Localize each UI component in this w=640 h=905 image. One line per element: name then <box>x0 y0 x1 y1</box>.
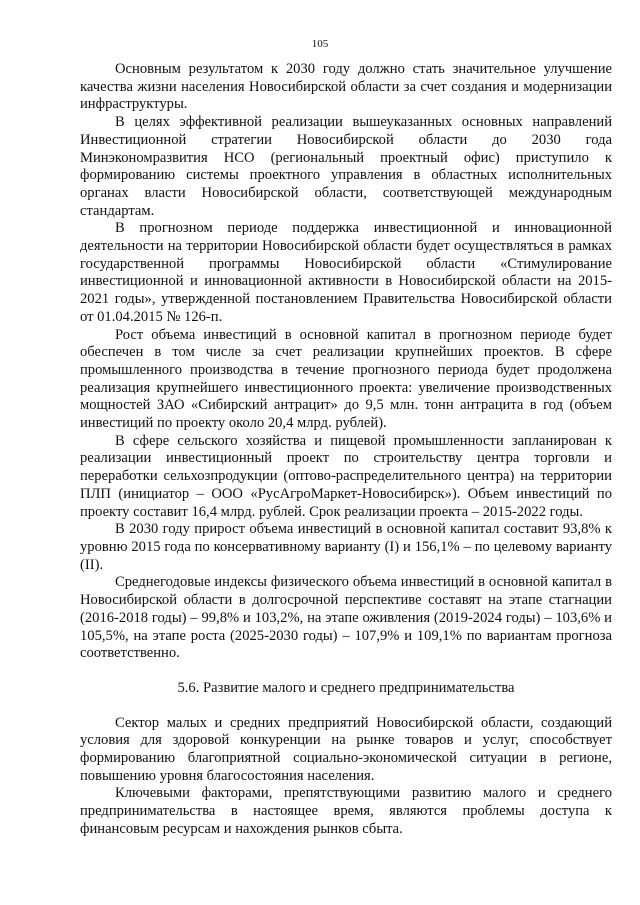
page-number: 105 <box>311 38 329 50</box>
paragraph: В 2030 году прирост объема инвестиций в основной капитал составит 93,8% к уровню 2015 года по консервативному варианту (I) и 156,1% – по целевому варианту (II). <box>80 521 612 573</box>
paragraph: В сфере сельского хозяйства и пищевой промышленности запланирован к реализации инвестиционный проект по строительству центра торговли и переработки сельхозпродукции (оптово-распределительного центра) на территории ПЛП (инициатор – ООО «РусАгроМаркет-Новосибирск»). Объем инвестиций по проекту составит 16,4 млрд. рублей. Срок реализации проекта – 2015-2022 годы. <box>80 432 612 520</box>
paragraph: Среднегодовые индексы физического объема инвестиций в основной капитал в Новосибирской области в долгосрочной перспективе составят на этапе стагнации (2016-2018 годы) – 99,8% и 103,2%, на этапе оживления (2019-2024 годы) – 103,6% и 105,5%, на этапе роста (2025-2030 годы) – 107,9% и 109,1% по вариантам прогноза соответственно. <box>80 574 612 662</box>
paragraph: Сектор малых и средних предприятий Новосибирской области, создающий условия для здоровой конкуренции на рынке товаров и услуг, способствует формированию благоприятной социально-экономической ситуации в регионе, повышению уровня благосостояния населения. <box>80 714 612 784</box>
paragraph: В прогнозном периоде поддержка инвестиционной и инновационной деятельности на территории Новосибирской области будет осуществляться в рамках государственной программы Новосибирской области «Стимулирование инвестиционной и инновационной активности в Новосибирской области на 2015-2021 годы», утвержденной постановлением Правительства Новосибирской области от 01.04.2015 № 126-п. <box>80 220 612 325</box>
paragraph: Основным результатом к 2030 году должно стать значительное улучшение качества жизни населения Новосибирской области за счет создания и модернизации инфраструктуры. <box>80 61 612 113</box>
paragraph: В целях эффективной реализации вышеуказанных основных направлений Инвестиционной стратегии Новосибирской области до 2030 года Минэкономразвития НСО (региональный проектный офис) приступило к формированию системы проектного управления в областных исполнительных органах власти Новосибирской области, соответствующей международным стандартам. <box>80 114 612 219</box>
document-body <box>80 61 612 839</box>
paragraph: Ключевыми факторами, препятствующими развитию малого и среднего предпринимательства в настоящее время, являются проблемы доступа к финансовым ресурсам и нахождения рынков сбыта. <box>80 785 612 837</box>
section-heading: 5.6. Развитие малого и среднего предпринимательства <box>177 679 515 696</box>
paragraph: Рост объема инвестиций в основной капитал в прогнозном периоде будет обеспечен в том числе за счет реализации крупнейших проектов. В сфере промышленного производства в течение прогнозного периода будет продолжена реализация крупнейшего инвестиционного проекта: увеличение производственных мощностей ЗАО «Сибирский антрацит» до 9,5 млн. тонн антрацита в год (объем инвестиций по проекту около 20,4 млрд. рублей). <box>80 326 612 432</box>
